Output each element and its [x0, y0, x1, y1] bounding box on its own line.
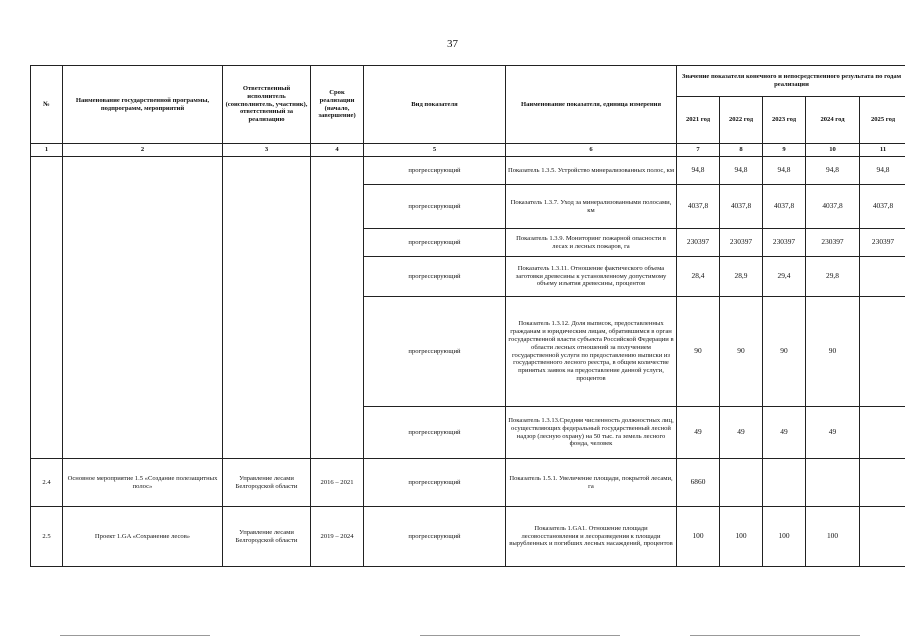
- cell-indicator: Показатель 1.3.12. Доля выписок, предоставленных гражданам и юридическим лицам, обратившимся в орган государственной власти субъекта Российской Федерации в области лесных отношений за получением государственной услуги по предоставлению выписки из государственного лесного реестра, в общем количестве принятых заявок на предоставление данной услуги, процентов: [506, 297, 677, 407]
- cell-value: [860, 297, 905, 407]
- cell-no: 2.5: [31, 507, 63, 567]
- header-year: 2025 год: [860, 97, 905, 144]
- column-index: 10: [806, 144, 860, 157]
- footer-divider: [420, 635, 620, 636]
- column-index: 4: [311, 144, 364, 157]
- column-index: 3: [223, 144, 311, 157]
- header-term: Срок реализации (начало, завершение): [311, 66, 364, 144]
- column-index-row: [31, 144, 905, 157]
- cell-value: 4037,8: [806, 185, 860, 229]
- cell-no: [31, 157, 63, 459]
- cell-value: 90: [806, 297, 860, 407]
- header-executor: Ответственный исполнитель (соисполнитель, участник), ответственный за реализацию: [223, 66, 311, 144]
- cell-term: 2019 – 2024: [311, 507, 364, 567]
- cell-indicator: Показатель 1.3.5. Устройство минерализованных полос, км: [506, 157, 677, 185]
- cell-value: 6860: [677, 459, 720, 507]
- cell-value: 4037,8: [720, 185, 763, 229]
- cell-term: 2016 – 2021: [311, 459, 364, 507]
- cell-value: 94,8: [763, 157, 806, 185]
- table-row: [31, 507, 905, 567]
- cell-value: 29,8: [806, 257, 860, 297]
- cell-program: Основное мероприятие 1.5 «Создание полезащитных полос»: [63, 459, 223, 507]
- header-no: №: [31, 66, 63, 144]
- column-index: 2: [63, 144, 223, 157]
- column-index: 7: [677, 144, 720, 157]
- column-index: 1: [31, 144, 63, 157]
- header-type: Вид показателя: [364, 66, 506, 144]
- cell-value: 90: [763, 297, 806, 407]
- cell-program: Проект 1.GA «Сохранение лесов»: [63, 507, 223, 567]
- cell-executor: Управление лесами Белгородской области: [223, 459, 311, 507]
- cell-value: 230397: [720, 229, 763, 257]
- cell-type: прогрессирующий: [364, 157, 506, 185]
- header-year: 2023 год: [763, 97, 806, 144]
- cell-value: [860, 257, 905, 297]
- cell-value: 29,4: [763, 257, 806, 297]
- cell-value: 49: [720, 407, 763, 459]
- cell-value: 49: [806, 407, 860, 459]
- column-index: 5: [364, 144, 506, 157]
- cell-value: 4037,8: [763, 185, 806, 229]
- header-year: 2022 год: [720, 97, 763, 144]
- cell-value: 4037,8: [860, 185, 905, 229]
- cell-value: 90: [720, 297, 763, 407]
- cell-value: 94,8: [677, 157, 720, 185]
- cell-indicator: Показатель 1.3.7. Уход за минерализованными полосами, км: [506, 185, 677, 229]
- page-number: 37: [447, 38, 458, 50]
- cell-value: 100: [806, 507, 860, 567]
- table-row: [31, 459, 905, 507]
- cell-value: [720, 459, 763, 507]
- cell-value: [860, 407, 905, 459]
- cell-value: 49: [677, 407, 720, 459]
- cell-value: [860, 507, 905, 567]
- footer-divider: [690, 635, 860, 636]
- column-index: 11: [860, 144, 905, 157]
- cell-value: [806, 459, 860, 507]
- cell-type: прогрессирующий: [364, 297, 506, 407]
- cell-indicator: Показатель 1.3.11. Отношение фактического объема заготовки древесины к установленному допустимому объему изъятия древесины, процентов: [506, 257, 677, 297]
- cell-value: 90: [677, 297, 720, 407]
- header-indicator: Наименование показателя, единица измерения: [506, 66, 677, 144]
- cell-program: [63, 157, 223, 459]
- cell-value: 100: [677, 507, 720, 567]
- footer-divider: [60, 635, 210, 636]
- cell-type: прогрессирующий: [364, 229, 506, 257]
- cell-no: 2.4: [31, 459, 63, 507]
- header-row: [31, 66, 905, 97]
- column-index: 8: [720, 144, 763, 157]
- cell-type: прогрессирующий: [364, 185, 506, 229]
- header-year: 2021 год: [677, 97, 720, 144]
- column-index: 9: [763, 144, 806, 157]
- header-program: Наименование государственной программы, подпрограмм, мероприятий: [63, 66, 223, 144]
- cell-value: 94,8: [806, 157, 860, 185]
- cell-value: [860, 459, 905, 507]
- cell-indicator: Показатель 1.3.9. Мониторинг пожарной опасности в лесах и лесных пожаров, га: [506, 229, 677, 257]
- cell-indicator: Показатель 1.3.13.Средняя численность должностных лиц, осуществляющих федеральный государственный лесной надзор (лесную охрану) на 50 тыс. га земель лесного фонда, человек: [506, 407, 677, 459]
- indicators-table: [30, 65, 905, 567]
- cell-value: 230397: [806, 229, 860, 257]
- cell-value: 230397: [677, 229, 720, 257]
- cell-indicator: Показатель 1.5.1. Увеличение площади, покрытой лесами, га: [506, 459, 677, 507]
- cell-value: 94,8: [860, 157, 905, 185]
- cell-type: прогрессирующий: [364, 407, 506, 459]
- cell-value: 49: [763, 407, 806, 459]
- cell-value: 4037,8: [677, 185, 720, 229]
- cell-executor: Управление лесами Белгородской области: [223, 507, 311, 567]
- header-values: Значение показателя конечного и непосредственного результата по годам реализации: [677, 66, 905, 97]
- cell-indicator: Показатель 1.GA1. Отношение площади лесовосстановления и лесоразведения к площади вырубленных и погибших лесных насаждений, процентов: [506, 507, 677, 567]
- cell-value: 94,8: [720, 157, 763, 185]
- cell-value: [763, 459, 806, 507]
- cell-executor: [223, 157, 311, 459]
- column-index: 6: [506, 144, 677, 157]
- header-year: 2024 год: [806, 97, 860, 144]
- cell-term: [311, 157, 364, 459]
- cell-value: 100: [720, 507, 763, 567]
- table-row: [31, 157, 905, 185]
- cell-value: 28,4: [677, 257, 720, 297]
- cell-value: 230397: [763, 229, 806, 257]
- cell-value: 28,9: [720, 257, 763, 297]
- cell-type: прогрессирующий: [364, 257, 506, 297]
- cell-type: прогрессирующий: [364, 507, 506, 567]
- cell-value: 230397: [860, 229, 905, 257]
- cell-type: прогрессирующий: [364, 459, 506, 507]
- cell-value: 100: [763, 507, 806, 567]
